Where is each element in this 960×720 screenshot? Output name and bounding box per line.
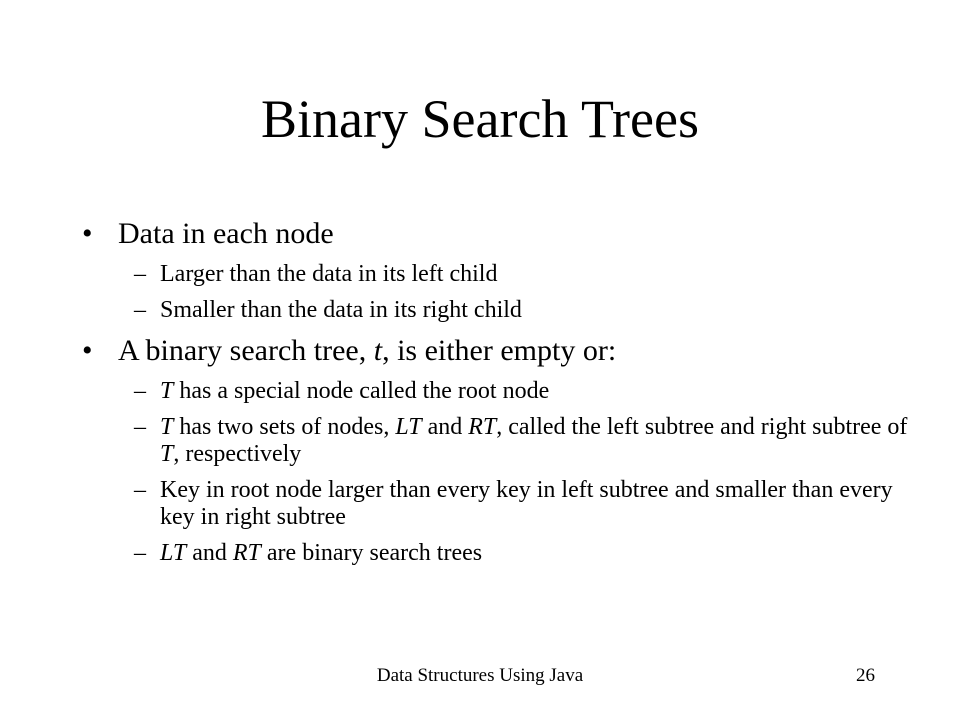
bullet-text-part: A binary search tree, — [118, 334, 374, 367]
footer-page-number: 26 — [856, 665, 875, 686]
bullet-bst-definition — [82, 333, 912, 369]
bullet-data-in-node — [82, 216, 912, 252]
sub-item-text: , respectively — [173, 441, 302, 467]
sub-item-text: are binary search trees — [260, 540, 483, 566]
sub-item-text: has two sets of nodes, — [173, 414, 396, 440]
dash-marker: – — [134, 540, 146, 566]
sub-item-text: Smaller than the data in its right child — [160, 297, 522, 323]
sub-item — [82, 378, 912, 405]
sub-item-text: has a special node called the root node — [173, 378, 550, 404]
sub-item — [82, 261, 912, 288]
sub-item-italic: T — [160, 414, 174, 440]
slide-content — [82, 216, 912, 576]
dash-marker: – — [134, 414, 146, 440]
sub-item-text: and — [186, 540, 233, 566]
sub-item-text: and — [421, 414, 469, 440]
sub-item — [82, 414, 912, 468]
dash-marker: – — [134, 378, 146, 404]
sub-item-italic: LT — [160, 540, 187, 566]
sub-item-italic: T — [160, 378, 174, 404]
bullet-text-part: , is either empty or: — [382, 334, 617, 367]
sub-item-text: , called the left subtree and right subtree of — [496, 414, 908, 440]
bullet-marker: • — [82, 217, 93, 250]
footer-course-title: Data Structures Using Java — [376, 665, 584, 686]
bullet-text-italic: t — [373, 334, 383, 367]
bullet-marker: • — [82, 334, 93, 367]
bullet-text: Data in each node — [118, 217, 334, 250]
sub-item-text: Larger than the data in its left child — [160, 261, 498, 287]
sub-item-italic: T — [160, 441, 174, 467]
sub-item — [82, 297, 912, 324]
dash-marker: – — [134, 477, 146, 503]
dash-marker: – — [134, 261, 146, 287]
sub-item — [82, 477, 912, 531]
dash-marker: – — [134, 297, 146, 323]
sub-item-italic: RT — [232, 540, 261, 566]
sub-item-italic: LT — [395, 414, 422, 440]
sub-list — [82, 261, 912, 324]
sub-item — [82, 540, 912, 567]
sub-list — [82, 378, 912, 567]
slide-title: Binary Search Trees — [261, 89, 699, 149]
sub-item-text: Key in root node larger than every key in left subtree and smaller than every key in right subtree — [160, 477, 893, 530]
sub-item-italic: RT — [468, 414, 497, 440]
